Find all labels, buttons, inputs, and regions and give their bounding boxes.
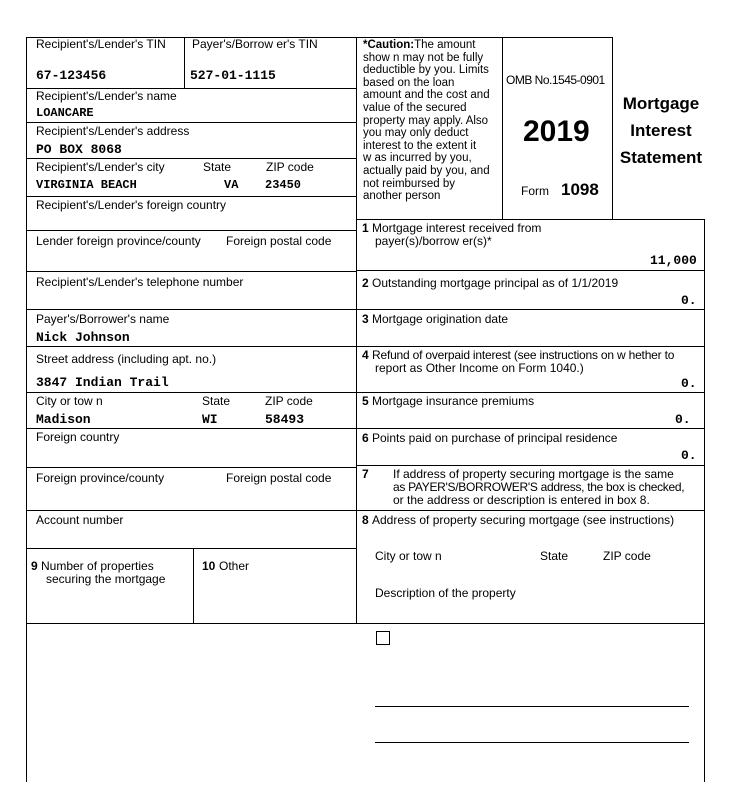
caution-bold: *Caution: — [363, 39, 415, 51]
box6-number: 6 — [362, 431, 369, 445]
recipient-address-label: Recipient's/Lender's address — [36, 124, 190, 138]
recipient-telephone-label: Recipient's/Lender's telephone number — [36, 275, 244, 289]
box4-value: 0. — [681, 376, 697, 391]
recipient-city-label: Recipient's/Lender's city — [36, 160, 165, 174]
payer-foreign-province-label: Foreign province/county — [36, 471, 165, 485]
box8-number: 8 — [362, 513, 369, 527]
recipient-state-value: VA — [224, 178, 239, 192]
box3-label: Mortgage origination date — [372, 312, 509, 326]
box3-number: 3 — [362, 312, 369, 326]
box1-value: 11,000 — [650, 253, 697, 268]
lender-foreign-province-label: Lender foreign province/county — [36, 234, 201, 248]
box8-state-label: State — [540, 549, 569, 563]
box1-number: 1 — [362, 221, 369, 235]
recipient-zip-label: ZIP code — [266, 160, 314, 174]
account-number-label: Account number — [36, 513, 124, 527]
payer-foreign-country-label: Foreign country — [36, 430, 120, 444]
recipient-city-value: VIRGINIA BEACH — [36, 178, 137, 192]
box1-label-line1: Mortgage interest received from — [372, 221, 542, 235]
payer-city-label: City or tow n — [36, 394, 103, 408]
recipient-address-value: PO BOX 8068 — [36, 142, 122, 157]
box7-label-line1: If address of property securing mortgage is the same — [393, 467, 674, 481]
caution-text: *Caution:The amount show n may not be fully deductible by you. Limits based on the loan amount and the cost and value of the secured property may apply. Also you may only deduct interest to the extent it w as incurred by you, actually paid by you, and not reimbursed by another person — [363, 39, 490, 203]
box5-number: 5 — [362, 394, 369, 408]
box7-number: 7 — [362, 467, 369, 481]
tax-year: 2019 — [523, 115, 590, 148]
payer-city-value: Madison — [36, 412, 91, 427]
box4-number: 4 — [362, 348, 369, 362]
box5-value: 0. — [675, 412, 691, 427]
recipient-tin-value: 67-123456 — [36, 68, 107, 83]
box6-value: 0. — [681, 448, 697, 463]
box4-label-line1: Refund of overpaid interest (see instructions on w hether to — [372, 348, 675, 362]
payer-zip-value: 58493 — [265, 412, 305, 427]
box2-number: 2 — [362, 276, 369, 290]
box7-checkbox[interactable] — [376, 631, 390, 645]
box5-label: Mortgage insurance premiums — [372, 394, 535, 408]
payer-street-label: Street address (including apt. no.) — [36, 352, 217, 366]
recipient-state-label: State — [203, 160, 232, 174]
box2-label: Outstanding mortgage principal as of 1/1/2019 — [372, 276, 619, 290]
box10-number: 10 — [202, 559, 216, 573]
form-label: Form — [521, 184, 549, 198]
box4-label-line2: report as Other Income on Form 1040.) — [375, 361, 584, 375]
payer-foreign-postal-label: Foreign postal code — [226, 471, 332, 485]
recipient-tin-label: Recipient's/Lender's TIN — [36, 37, 166, 51]
payer-tin-label: Payer's/Borrow er's TIN — [192, 37, 318, 51]
omb-number: OMB No.1545-0901 — [506, 73, 605, 87]
box6-label: Points paid on purchase of principal residence — [372, 431, 618, 445]
payer-name-value: Nick Johnson — [36, 330, 130, 345]
box9-label-line2: securing the mortgage — [46, 572, 166, 586]
box7-label-line2: as PAYER'S/BORROWER'S address, the box is checked, — [393, 480, 685, 494]
payer-state-value: WI — [202, 412, 218, 427]
payer-state-label: State — [202, 394, 231, 408]
box8-city-label: City or tow n — [375, 549, 442, 563]
box8-zip-label: ZIP code — [603, 549, 651, 563]
payer-zip-label: ZIP code — [265, 394, 313, 408]
payer-street-value: 3847 Indian Trail — [36, 375, 169, 390]
box8-label: Address of property securing mortgage (see instructions) — [372, 513, 675, 527]
box7-label-line3: or the address or description is entered in box 8. — [393, 493, 650, 507]
box8-description-label: Description of the property — [375, 586, 516, 600]
lender-foreign-postal-label: Foreign postal code — [226, 234, 332, 248]
recipient-zip-value: 23450 — [265, 178, 302, 192]
box2-value: 0. — [681, 293, 697, 308]
form-number: 1098 — [561, 180, 599, 199]
payer-name-label: Payer's/Borrower's name — [36, 312, 170, 326]
recipient-name-label: Recipient's/Lender's name — [36, 89, 177, 103]
payer-tin-value: 527-01-1115 — [190, 68, 276, 83]
recipient-foreign-country-label: Recipient's/Lender's foreign country — [36, 198, 227, 212]
box9-number: 9 — [31, 559, 38, 573]
form-title: Mortgage Interest Statement — [619, 94, 703, 167]
recipient-name-value: LOANCARE — [36, 106, 94, 120]
box10-label: Other — [219, 559, 250, 573]
box9-label-line1: Number of properties — [41, 559, 154, 573]
box1-label-line2: payer(s)/borrow er(s)* — [375, 234, 492, 248]
